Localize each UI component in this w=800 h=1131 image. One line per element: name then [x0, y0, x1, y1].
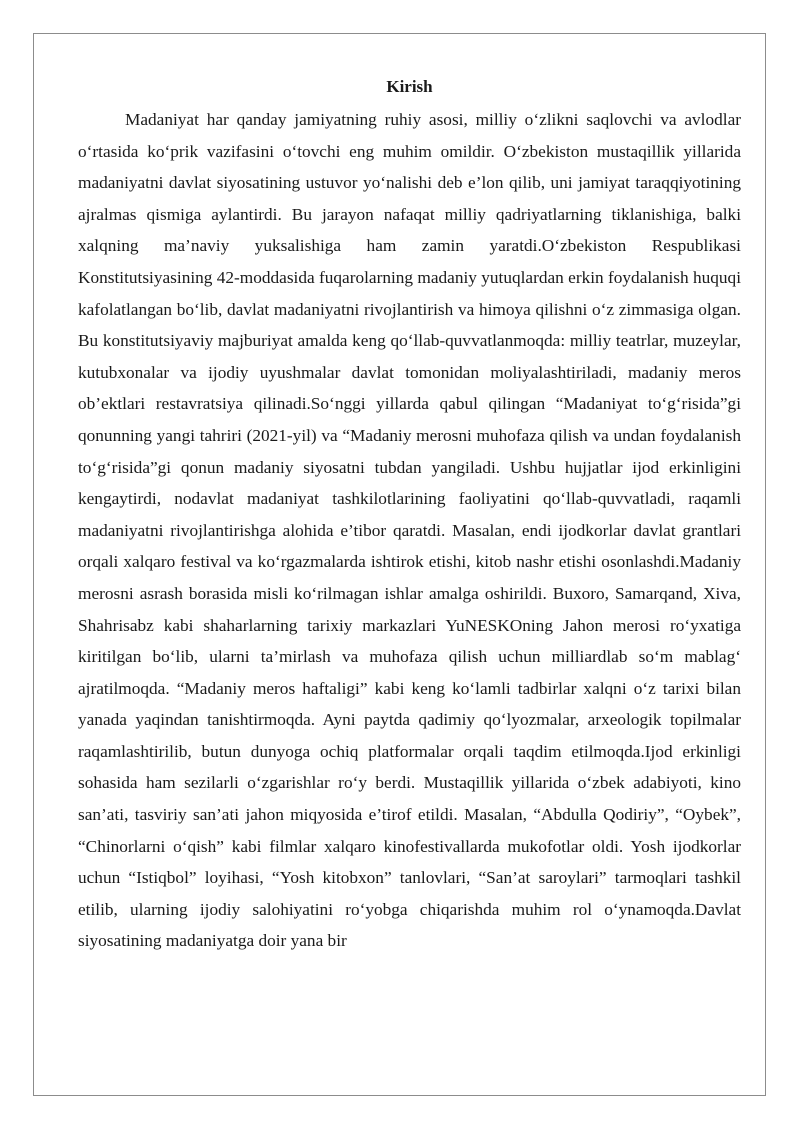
- body-paragraph: Madaniyat har qanday jamiyatning ruhiy asosi, milliy o‘zlikni saqlovchi va avlodlar o‘rtasida ko‘prik vazifasini o‘tovchi eng muhim omildir. O‘zbekiston mustaqillik yillarida madaniyatni davlat siyosatining ustuvor yo‘nalishi deb e’lon qilib, uni jamiyat taraqqiyotining ajralmas qismiga aylantirdi. Bu jarayon nafaqat milliy qadriyatlarning tiklanishiga, balki xalqning ma’naviy yuksalishiga ham zamin yaratdi.O‘zbekiston Respublikasi Konstitutsiyasining 42-moddasida fuqarolarning madaniy yutuqlardan erkin foydalanish huquqi kafolatlangan bo‘lib, davlat madaniyatni rivojlantirish va himoya qilishni o‘z zimmasiga olgan. Bu konstitutsiyaviy majburiyat amalda keng qo‘llab-quvvatlanmoqda: milliy teatrlar, muzeylar, kutubxonalar va ijodiy uyushmalar davlat tomonidan moliyalashtiriladi, madaniy meros ob’ektlari restavratsiya qilinadi.So‘nggi yillarda qabul qilingan “Madaniyat to‘g‘risida”gi qonunning yangi tahriri (2021-yil) va “Madaniy merosni muhofaza qilish va undan foydalanish to‘g‘risida”gi qonun madaniy siyosatni tubdan yangiladi. Ushbu hujjatlar ijod erkinligini kengaytirdi, nodavlat madaniyat tashkilotlarining faoliyatini qo‘llab-quvvatladi, raqamli madaniyatni rivojlantirishga alohida e’tibor qaratdi. Masalan, endi ijodkorlar davlat grantlari orqali xalqaro festival va ko‘rgazmalarda ishtirok etishi, kitob nashr etishi osonlashdi.Madaniy merosni asrash borasida misli ko‘rilmagan ishlar amalga oshirildi. Buxoro, Samarqand, Xiva, Shahrisabz kabi shaharlarning tarixiy markazlari YuNESKOning Jahon merosi ro‘yxatiga kiritilgan bo‘lib, ularni ta’mirlash va muhofaza qilish uchun milliardlab so‘m mablag‘ ajratilmoqda. “Madaniy meros haftaligi” kabi keng ko‘lamli tadbirlar xalqni o‘z tarixi bilan yanada yaqindan tanishtirmoqda. Ayni paytda qadimiy qo‘lyozmalar, arxeologik topilmalar raqamlashtirilib, butun dunyoga ochiq platformalar orqali taqdim etilmoqda.Ijod erkinligi sohasida ham sezilarli o‘zgarishlar ro‘y berdi. Mustaqillik yillarida o‘zbek adabiyoti, kino san’ati, tasviriy san’ati jahon miqyosida e’tirof etildi. Masalan, “Abdulla Qodiriy”, “Oybek”, “Chinorlarni o‘qish” kabi filmlar xalqaro kinofestivallarda mukofotlar oldi. Yosh ijodkorlar uchun “Istiqbol” loyihasi, “Yosh kitobxon” tanlovlari, “San’at saroylari” tarmoqlari tashkil etilib, ularning ijodiy salohiyatini ro‘yobga chiqarishda muhim rol o‘ynamoqda.Davlat siyosatining madaniyatga doir yana bir: [78, 110, 741, 951]
- document-title: Kirish: [386, 77, 433, 96]
- document-content: [78, 72, 741, 957]
